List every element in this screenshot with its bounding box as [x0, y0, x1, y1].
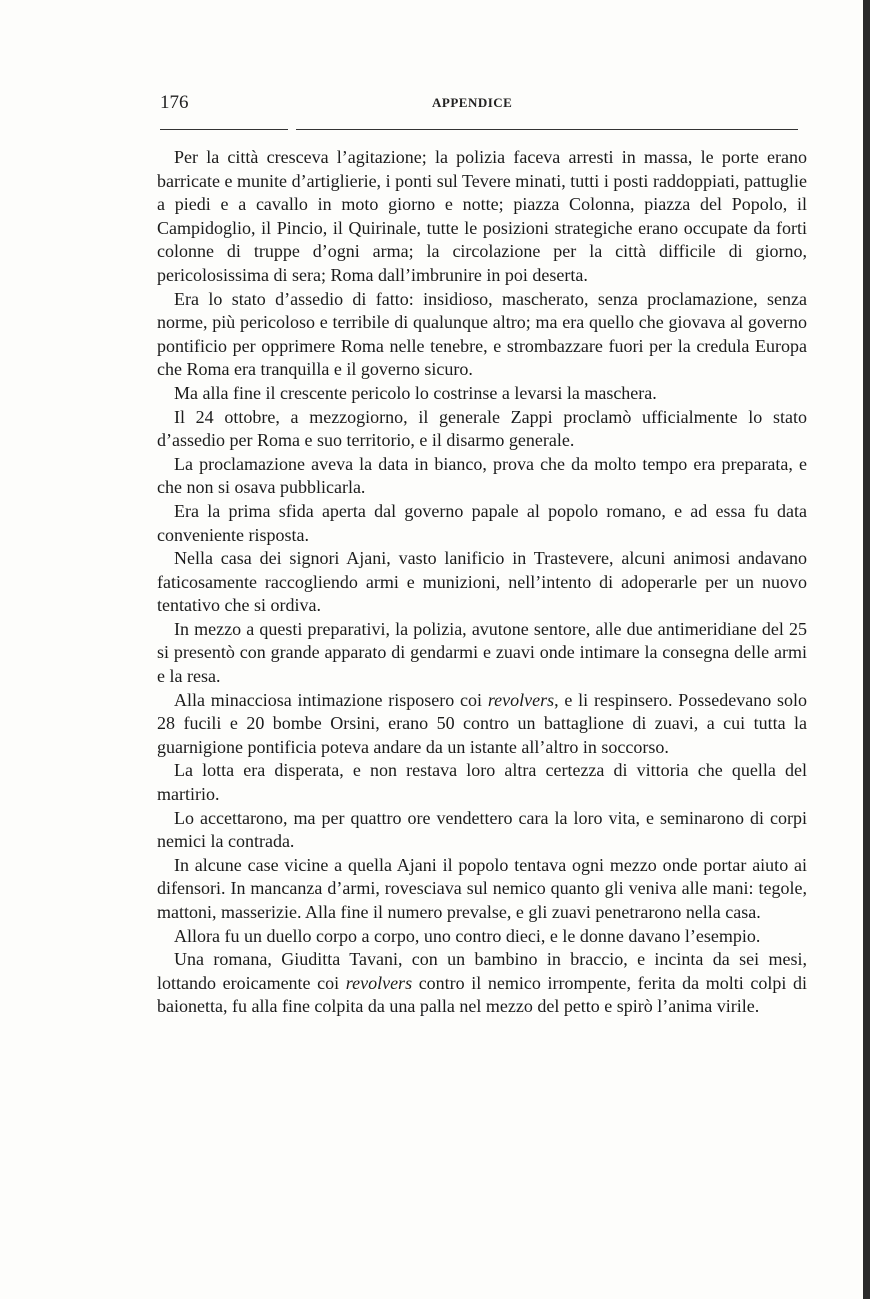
page-header: [160, 92, 800, 116]
header-rule-right: [296, 129, 798, 130]
paragraph: [157, 500, 807, 547]
paragraph: [157, 406, 807, 453]
text-run: La lotta era disperata, e non restava loro altra certezza di vittoria che quella del martirio.: [157, 760, 807, 805]
text-run: contro il nemico irrompente, ferita da molti colpi di baionetta, fu alla fine colpita da una palla nel mezzo del petto e spirò l’anima virile.: [157, 972, 807, 1017]
paragraph: [157, 689, 807, 760]
text-run: Era la prima sfida aperta dal governo papale al popolo romano, e ad essa fu data conveniente risposta.: [157, 500, 807, 545]
text-run: La proclamazione aveva la data in bianco, prova che da molto tempo era preparata, e che non si osava pubblicarla.: [157, 453, 807, 498]
text-run: Ma alla fine il crescente pericolo lo costrinse a levarsi la maschera.: [174, 382, 657, 403]
text-run: In alcune case vicine a quella Ajani il popolo tentava ogni mezzo onde portar aiuto ai difensori. In mancanza d’armi, rovesciava sul nemico quanto gli veniva alle mani: tegole, mattoni, masserizie. Alla fine il numero prevalse, e gli zuavi penetrarono nella casa.: [157, 854, 807, 922]
paragraph: [157, 759, 807, 806]
text-run: Il 24 ottobre, a mezzogiorno, il generale Zappi proclamò ufficialmente lo stato d’assedio per Roma e suo territorio, e il disarmo generale.: [157, 406, 807, 451]
running-head: APPENDICE: [432, 95, 513, 110]
text-run: Lo accettarono, ma per quattro ore vendettero cara la loro vita, e seminarono di corpi nemici la contrada.: [157, 807, 807, 852]
text-run: Per la città cresceva l’agitazione; la polizia faceva arresti in massa, le porte erano barricate e munite d’artiglierie, i ponti sul Tevere minati, tutti i posti raddoppiati, pattuglie a piedi e a cavallo in moto giorno e notte; piazza Colonna, piazza del Popolo, il Campidoglio, il Pincio, il Quirinale, tutte le posizioni strategiche erano occupate da forti colonne di truppe d’ogni arma; la circolazione per la città difficile di giorno, pericolosissima di sera; Roma dall’imbrunire in poi deserta.: [157, 147, 807, 285]
text-run: Alla minacciosa intimazione risposero coi: [174, 689, 488, 710]
text-run: In mezzo a questi preparativi, la polizia, avutone sentore, alle due antimeridiane del 25 si presentò con grande apparato di gendarmi e zuavi onde intimare la consegna delle armi e la resa.: [157, 618, 807, 687]
text-run: Era lo stato d’assedio di fatto: insidioso, mascherato, senza proclamazione, senza norme, più pericoloso e terribile di qualunque altro; ma era quello che giovava al governo pontificio per opprimere Roma nelle tenebre, e strombazzare fuori per la credula Europa che Roma era tranquilla e il governo sicuro.: [157, 288, 807, 380]
paragraph: [157, 948, 807, 1019]
paragraph: [157, 925, 807, 949]
paragraph: [157, 382, 807, 406]
paragraph: [157, 807, 807, 854]
italic-run: revolvers: [487, 689, 555, 710]
italic-run: revolvers: [345, 972, 413, 993]
paragraph: [157, 146, 807, 288]
text-run: Allora fu un duello corpo a corpo, uno contro dieci, e le donne davano l’esempio.: [174, 925, 761, 946]
paragraph: [157, 618, 807, 689]
body-text: [157, 146, 807, 1019]
paragraph: [157, 547, 807, 618]
text-run: Una romana, Giuditta Tavani, con un bambino in braccio, e incinta da sei mesi, lottando eroicamente coi: [157, 949, 807, 993]
paragraph: [157, 288, 807, 382]
header-rule-left: [160, 129, 288, 130]
paragraph: [157, 453, 807, 500]
paragraph: [157, 854, 807, 925]
text-run: Nella casa dei signori Ajani, vasto lanificio in Trastevere, alcuni animosi andavano faticosamente raccogliendo armi e munizioni, nell’intento di adoperarle per un nuovo tentativo che si ordiva.: [157, 548, 807, 616]
text-run: , e li respinsero. Possedevano solo 28 fucili e 20 bombe Orsini, erano 50 contro un battaglione di zuavi, a cui tutta la guarnigione pontificia poteva andare da un istante all’altro in soccorso.: [157, 689, 807, 757]
page-edge-shadow: [863, 0, 870, 1299]
page-number: 176: [160, 92, 189, 113]
